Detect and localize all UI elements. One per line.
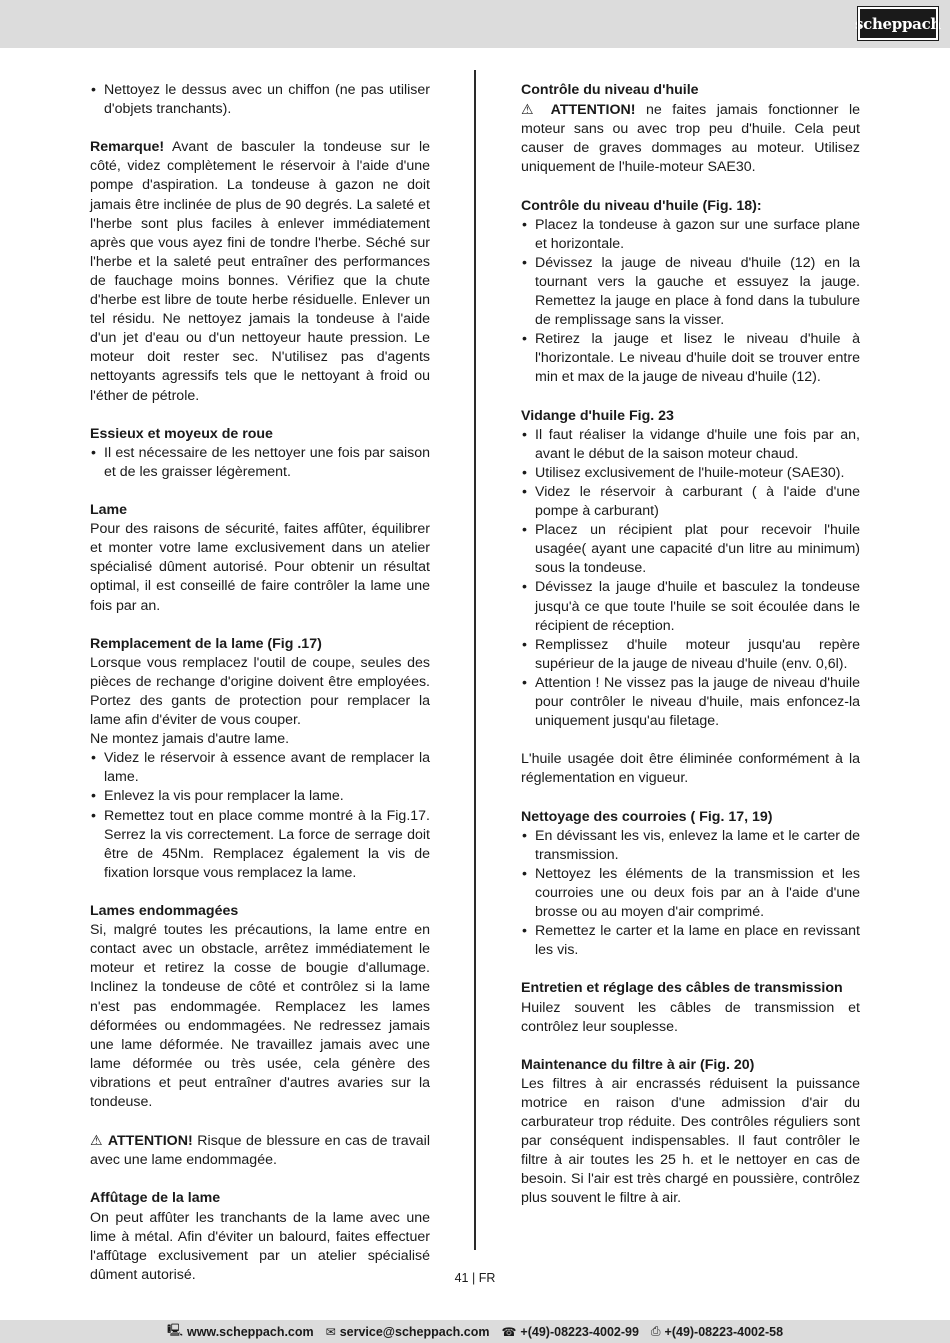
replace-blade-list xyxy=(90,749,430,883)
fax-icon: ⎙ xyxy=(650,1324,661,1338)
phone-icon: ☎ xyxy=(501,1324,517,1339)
used-oil-paragraph: L'huile usagée doit être éliminée conformément à la réglementation en vigueur. xyxy=(521,751,860,787)
footer-fax xyxy=(651,1324,783,1339)
brand-logo-text: scheppach xyxy=(854,14,942,33)
damaged-blades-heading: Lames endommagées xyxy=(90,903,239,920)
replace-blade-note: Ne montez jamais d'autre lame. xyxy=(90,731,290,748)
brand-logo xyxy=(854,7,942,40)
list-item: • Remettez le carter et la lame en place en revissant les vis. xyxy=(521,922,860,960)
column-divider xyxy=(474,70,476,1250)
list-item: • Remettez tout en place comme montré à la Fig.17. Serrez la vis correctement. La force de serrage doit être de 45Nm. Remplacez également la vis de fixation lorsque vous remplacez la lame. xyxy=(90,807,430,883)
list-item: • En dévissant les vis, enlevez la lame et le carter de transmission. xyxy=(521,827,860,865)
damaged-blades-paragraph: Si, malgré toutes les précautions, la lame entre en contact avec un obstacle, arrêtez immédiatement le moteur et retirez la cosse de bougie d'allumage. Inclinez la tondeuse de côté et contrôlez si la lame n'est pas endommagée. Remplacez les lames déformées ou endommagées. Ne redressez jamais une lame déformée. Ne travaillez jamais avec une lame déformée ou très usée, cela génère des vibrations et peut entraîner d'autres avaries sur la tondeuse. xyxy=(90,922,430,1110)
email-text: service@scheppach.com xyxy=(339,1324,490,1339)
list-item: • Enlevez la vis pour remplacer la lame. xyxy=(90,787,430,806)
clean-top-list xyxy=(90,81,430,119)
remark-paragraph xyxy=(90,138,430,405)
cables-paragraph: Huilez souvent les câbles de transmission et contrôlez leur souplesse. xyxy=(521,999,860,1035)
mail-icon: ✉ xyxy=(325,1324,336,1339)
list-item: • Utilisez exclusivement de l'huile-moteur (SAE30). xyxy=(521,464,860,483)
list-item: • Videz le réservoir à carburant ( à l'aide d'une pompe à carburant) xyxy=(521,483,860,521)
cables-heading: Entretien et réglage des câbles de transmission xyxy=(521,980,843,997)
page-number: 41 | FR xyxy=(454,1271,496,1285)
blade-heading: Lame xyxy=(90,502,128,519)
footer-email[interactable] xyxy=(326,1325,490,1339)
axles-heading: Essieux et moyeux de roue xyxy=(90,425,273,442)
list-item: • Retirez la jauge et lisez le niveau d'huile à l'horizontale. Le niveau d'huile doit se trouver entre min et max de la jauge de niveau d'huile (12). xyxy=(521,330,860,387)
list-item: • Il est nécessaire de les nettoyer une fois par saison et de les graisser légèrement. xyxy=(90,444,430,482)
remark-text: Avant de basculer la tondeuse sur le côté, videz complètement le réservoir à l'aide d'une pompe d'aspiration. La tondeuse à gazon ne doit jamais être inclinée de plus de 90 degrés. La saleté et l'herbe sont plus faciles à enlever immédiatement après que vous ayez fini de tondre l'herbe. Séché sur l'herbe et la saleté peut entraîner des performances de fauchage moins bonnes. Vérifiez que la chute d'herbe est libre de toute herbe résiduelle. Enlever un tel résidu. Ne nettoyez jamais la tondeuse à l'aide d'un jet d'eau ou d'un nettoyeur haute pression. Le moteur doit rester sec. N'utilisez pas d'agents nettoyants agressifs tels que le nettoyant à froid ou l'éther de pétrole. xyxy=(90,139,430,404)
belts-list xyxy=(521,827,860,961)
footer-bar xyxy=(0,1320,950,1343)
remark-label: Remarque! xyxy=(90,139,165,156)
footer-website[interactable] xyxy=(167,1321,314,1342)
axles-list xyxy=(90,444,430,482)
phone-text: +(49)-08223-4002-99 xyxy=(520,1324,639,1339)
list-item: • Il faut réaliser la vidange d'huile une fois par an, avant le début de la saison moteur chaud. xyxy=(521,426,860,464)
warning-icon: ⚠ xyxy=(521,101,541,118)
oil-check-list xyxy=(521,216,860,388)
footer-phone xyxy=(501,1325,638,1339)
list-item: • Attention ! Ne vissez pas la jauge de niveau d'huile pour contrôler le niveau d'huile, mais enfoncez-la uniquement jusqu'au filetage. xyxy=(521,674,860,731)
blade-paragraph: Pour des raisons de sécurité, faites affûter, équilibrer et monter votre lame exclusivement dans un atelier spécialisé dûment autorisé. Pour obtenir un résultat optimal, il est conseillé de faire contrôler la lame une fois par an. xyxy=(90,521,430,614)
oil-change-heading: Vidange d'huile Fig. 23 xyxy=(521,407,674,424)
sharpening-paragraph: On peut affûter les tranchants de la lame avec une lime à métal. Afin d'éviter un balourd, faites effectuer l'affûtage exclusivement par un atelier spécialisé dûment autorisé. xyxy=(90,1209,430,1283)
right-column xyxy=(521,81,860,1209)
oil-warning xyxy=(521,100,860,177)
air-filter-heading: Maintenance du filtre à air (Fig. 20) xyxy=(521,1056,755,1073)
blade-warning xyxy=(90,1131,430,1170)
list-item: • Placez la tondeuse à gazon sur une surface plane et horizontale. xyxy=(521,216,860,254)
oil-change-list xyxy=(521,426,860,732)
header-bar xyxy=(0,0,950,48)
list-item: • Placez un récipient plat pour recevoir l'huile usagée( ayant une capacité d'un litre au minimum) sous la tondeuse. xyxy=(521,521,860,578)
belts-heading: Nettoyage des courroies ( Fig. 17, 19) xyxy=(521,808,773,825)
air-filter-paragraph: Les filtres à air encrassés réduisent la puissance motrice en raison d'une admission d'air du carburateur trop réduite. Des contrôles réguliers sont par conséquent indispensables. Il faut contrôler le filtre à air toutes les 25 h. et le nettoyer en cas de besoin. Si l'air est très chargé en poussière, contrôlez plus souvent le filtre à air. xyxy=(521,1075,860,1207)
list-item: • Nettoyez le dessus avec un chiffon (ne pas utiliser d'objets tranchants). xyxy=(90,81,430,119)
warning-text: ne faites jamais fonctionner le moteur sans ou avec trop peu d'huile. Cela peut causer de graves dommages au moteur. Utilisez uniquement de l'huile-moteur SAE30. xyxy=(521,102,860,176)
replace-blade-heading: Remplacement de la lame (Fig .17) xyxy=(90,635,322,652)
warning-icon: ⚠ xyxy=(90,1132,104,1149)
list-item: • Nettoyez les éléments de la transmission et les courroies une ou deux fois par an à l'aide d'une brosse ou au moyen d'air comprimé. xyxy=(521,865,860,922)
oil-check-fig-heading: Contrôle du niveau d'huile (Fig. 18): xyxy=(521,197,762,214)
website-text: www.scheppach.com xyxy=(186,1324,314,1339)
fax-text: +(49)-08223-4002-58 xyxy=(664,1324,784,1339)
list-item: • Remplissez d'huile moteur jusqu'au repère supérieur de la jauge de niveau d'huile (env. 0,6l). xyxy=(521,636,860,674)
left-column xyxy=(90,81,430,1285)
warning-label: ATTENTION! xyxy=(550,102,636,119)
warning-label: ATTENTION! xyxy=(107,1133,193,1150)
warning-text: Risque de blessure en cas de travail avec une lame endommagée. xyxy=(90,1133,430,1169)
list-item: • Dévissez la jauge d'huile et basculez la tondeuse jusqu'à ce que toute l'huile se soit écoulée dans le récipient de réception. xyxy=(521,578,860,635)
replace-blade-paragraph: Lorsque vous remplacez l'outil de coupe, seules des pièces de rechange d'origine doivent être employées. Portez des gants de protection pour remplacer la lame afin d'éviter de vous couper. xyxy=(90,654,430,729)
oil-check-heading: Contrôle du niveau d'huile xyxy=(521,82,699,98)
computer-icon: 🖳 xyxy=(166,1323,183,1337)
list-item: • Dévissez la jauge de niveau d'huile (12) en la tournant vers la gauche et essuyez la jauge. Remettez la jauge en place à fond dans la tubulure de remplissage sans la visser. xyxy=(521,254,860,330)
sharpening-heading: Affûtage de la lame xyxy=(90,1190,221,1207)
list-item: • Videz le réservoir à essence avant de remplacer la lame. xyxy=(90,749,430,787)
